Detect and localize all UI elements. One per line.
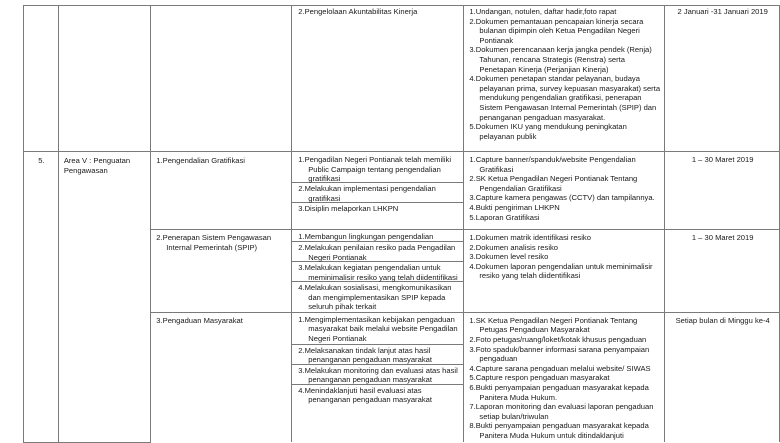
cell-kegiatan (292, 230, 464, 313)
cell-sub-area (151, 6, 292, 152)
output-item: 2.Foto petugas/ruang/loket/kotak khusus pengaduan (469, 334, 647, 344)
output-item: 4.Bukti pengiriman LHKPN (469, 202, 560, 212)
output-item: 3.Foto spaduk/banner informasi sarana penyampaian pengaduan (469, 344, 650, 364)
output-item: 5.Laporan Gratifikasi (469, 212, 540, 222)
kegiatan-item: 4.Menindaklanjuti hasil evaluasi atas penanganan pengaduan masyarakat (298, 385, 432, 405)
output-item: 2.SK Ketua Pengadilan Negeri Pontianak Tentang Pengendalian Gratifikasi (469, 174, 638, 193)
output-item: 4.Dokumen laporan pengendalian untuk meminimalisir resiko yang telah diidentifikasi (469, 261, 653, 281)
kegiatan-item: 3.Disiplin melaporkan LHKPN (298, 204, 399, 213)
cell-kegiatan (292, 312, 464, 442)
cell-waktu: 1 – 30 Maret 2019 (665, 152, 780, 230)
table-row-gratifikasi (24, 152, 780, 230)
output-item: 5.Capture respon pengaduan masyarakat (469, 373, 610, 383)
cell-waktu: 1 – 30 Maret 2019 (665, 230, 780, 313)
output-item: 1.Undangan, notulen, daftar hadir,foto rapat (469, 7, 617, 16)
output-item: 7.Laporan monitoring dan evaluasi laporan pengaduan setiap bulan/triwulan (469, 402, 654, 421)
output-item: 1.SK Ketua Pengadilan Negeri Pontianak Tentang Petugas Pengaduan Masyarakat (469, 315, 638, 335)
output-item: 3.Capture kamera pengawas (CCTV) dan tampilannya. (469, 193, 655, 203)
cell-sub-area: 1.Pengendalian Gratifikasi (151, 152, 292, 230)
cell-area: Area V : Penguatan Pengawasan (58, 152, 150, 443)
table-row-akuntabilitas (24, 6, 780, 152)
cell-kegiatan (292, 152, 464, 230)
cell-kegiatan (292, 6, 464, 152)
kegiatan-item: 4.Melakukan sosialisasi, mengkomunikasikan dan mengimplementasikan SPIP kepada seluruh pihak terkait (298, 283, 452, 312)
output-item: 3.Dokumen level resiko (469, 252, 549, 262)
cell-no: 5. (24, 152, 59, 443)
output-item: 1.Dokumen matrik identifikasi resiko (469, 233, 591, 242)
output-item: 2.Dokumen analisis resiko (469, 242, 559, 252)
output-item: 3.Dokumen perencanaan kerja jangka pendek (Renja) Tahunan, rencana Strategis (Renstra) serta Penetapan Kinerja (Perjanjian Kinerja) (469, 45, 652, 74)
kegiatan-item: 2.Melakukan penilaian resiko pada Pengadilan Negeri Pontianak (292, 242, 463, 262)
cell-waktu: Setiap bulan di Minggu ke-4 (665, 312, 780, 442)
output-item: 4.Capture sarana pengaduan melalui website/ SIWAS (469, 363, 651, 373)
work-plan-table (23, 5, 780, 443)
cell-waktu: 2 Januari -31 Januari 2019 (665, 6, 780, 152)
output-item: 1.Capture banner/spanduk/website Pengendalian Gratifikasi (469, 155, 636, 174)
kegiatan-item: 1.Membangun lingkungan pengendalian (292, 230, 463, 242)
output-item: 6.Bukti penyampaian pengaduan masyarakat kepada Panitera Muda Hukum. (469, 382, 649, 402)
cell-sub-area: 2.Penerapan Sistem Pengawasan Internal Pemerintah (SPIP) (151, 230, 292, 313)
cell-area (58, 6, 150, 152)
output-list (469, 7, 660, 141)
kegiatan-item: 2.Pengelolaan Akuntabilitas Kinerja (298, 7, 418, 16)
cell-output (464, 152, 665, 230)
kegiatan-item: 1.Pengadilan Negeri Pontianak telah memiliki Public Campaign tentang pengendalian gratifikasi (292, 152, 463, 183)
cell-output (464, 6, 665, 152)
output-list (469, 155, 660, 222)
output-item: 5.Dokumen IKU yang mendukung peningkatan pelayanan publik (469, 122, 627, 141)
kegiatan-item: 2.Melakukan implementasi pengendalian gratifikasi (292, 183, 463, 203)
output-item: 2.Dokumen pemantauan pencapaian kinerja secara bulanan dipimpin oleh Ketua Pengadilan Negeri Pontianak (469, 16, 644, 45)
kegiatan-item: 2.Melaksanakan tindak lanjut atas hasil penanganan pengaduan masyarakat (292, 345, 463, 365)
cell-sub-area: 3.Pengaduan Masyarakat (151, 312, 292, 442)
output-item: 8.Bukti penyampaian pengaduan masyarakat kepada Panitera Muda Hukum untuk ditindaklanjuti (469, 421, 649, 440)
output-list (469, 233, 660, 281)
kegiatan-item: 3.Melakukan monitoring dan evaluasi atas hasil penanganan pengaduan masyarakat (292, 365, 463, 385)
kegiatan-item: 3.Melakukan kegiatan pengendalian untuk meminimalisir resiko yang telah diidentifikasi (292, 262, 463, 282)
cell-output (464, 230, 665, 313)
output-list (469, 316, 660, 441)
cell-output (464, 312, 665, 442)
kegiatan-item: 1.Mengimplementasikan kebijakan pengaduan masyarakat baik melalui website Pengadilan Negeri Pontianak (292, 313, 463, 345)
cell-no (24, 6, 59, 152)
output-item: 4.Dokumen penetapan standar pelayanan, budaya pelayanan prima, survey kepuasan masyarakat) serta mendukung pengendalian gratifikasi, penerapan Sistem Pengawasan Internal Pemerintah (SPIP) dan penanganan pengaduan masyarakat. (469, 74, 661, 122)
